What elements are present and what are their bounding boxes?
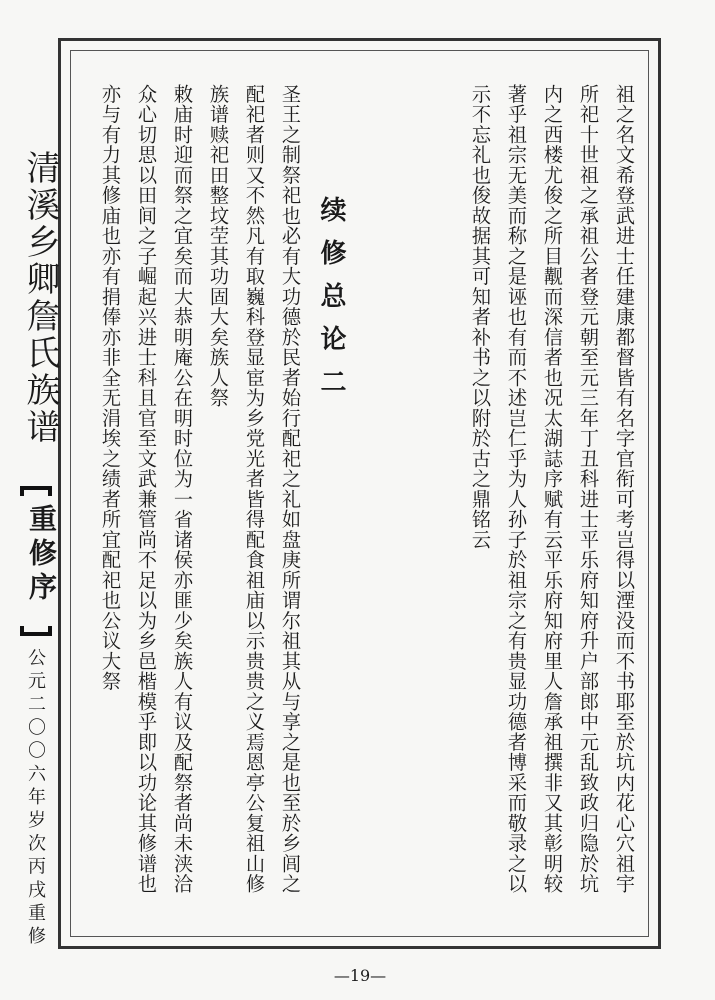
text-column: 敕庙时迎而祭之宜矣而大恭明庵公在明时位为一省诸侯亦匪少矣族人有议及配祭者尚未浃洽	[171, 84, 194, 894]
bracket-bottom-icon	[20, 626, 52, 636]
text-column: 亦与有力其修庙也亦有捐俸亦非全无涓埃之绩者所宜配祀也公议大祭	[99, 84, 122, 692]
page-number: —19—	[333, 966, 387, 985]
text-column: 内之西楼尤俊之所目觏而深信者也况太湖誌序赋有云平乐府知府里人詹承祖撰非又其彰明较	[541, 84, 564, 894]
text-column: 祖之名文希登武进士任建康都督皆有名字官衔可考岂得以湮没而不书耶至於坑内花心穴祖宇	[613, 84, 636, 894]
text-column: 示不忘礼也俊故据其可知者补书之以附於古之鼎铭云	[469, 84, 492, 550]
text-column: 所祀十世祖之承祖公者登元朝至元三年丁丑科进士平乐府知府升户部郎中元乱致政归隐於坑	[577, 84, 600, 894]
text-column: 族谱赎祀田整坟茔其功固大矣族人祭	[207, 84, 230, 408]
section-label: 重修序	[25, 504, 58, 606]
revision-date: 公元二〇〇六年岁次丙戌重修	[25, 648, 46, 950]
genealogy-title: 清溪乡卿詹氏族谱	[20, 150, 60, 446]
text-column: 众心切思以田间之子崛起兴进士科且官至文武兼管尚不足以为乡邑楷模乎即以功论其修谱也	[135, 84, 158, 894]
bracket-top-icon	[20, 486, 52, 496]
text-column: 著乎祖宗无美而称之是诬也有而不述岂仁乎为人孙子於祖宗之有贵显功德者博采而敬录之以	[505, 84, 528, 894]
text-column: 圣王之制祭祀也必有大功德於民者始行配祀之礼如盘庚所谓尔祖其从与享之是也至於乡闾之	[279, 84, 302, 894]
section-label-box	[19, 486, 58, 636]
section-heading: 续修总论二	[316, 196, 346, 411]
text-column: 配祀者则又不然凡有取巍科登显宦为乡党光者皆得配食祖庙以示贵贵之义焉恩亭公复祖山修	[243, 84, 266, 894]
